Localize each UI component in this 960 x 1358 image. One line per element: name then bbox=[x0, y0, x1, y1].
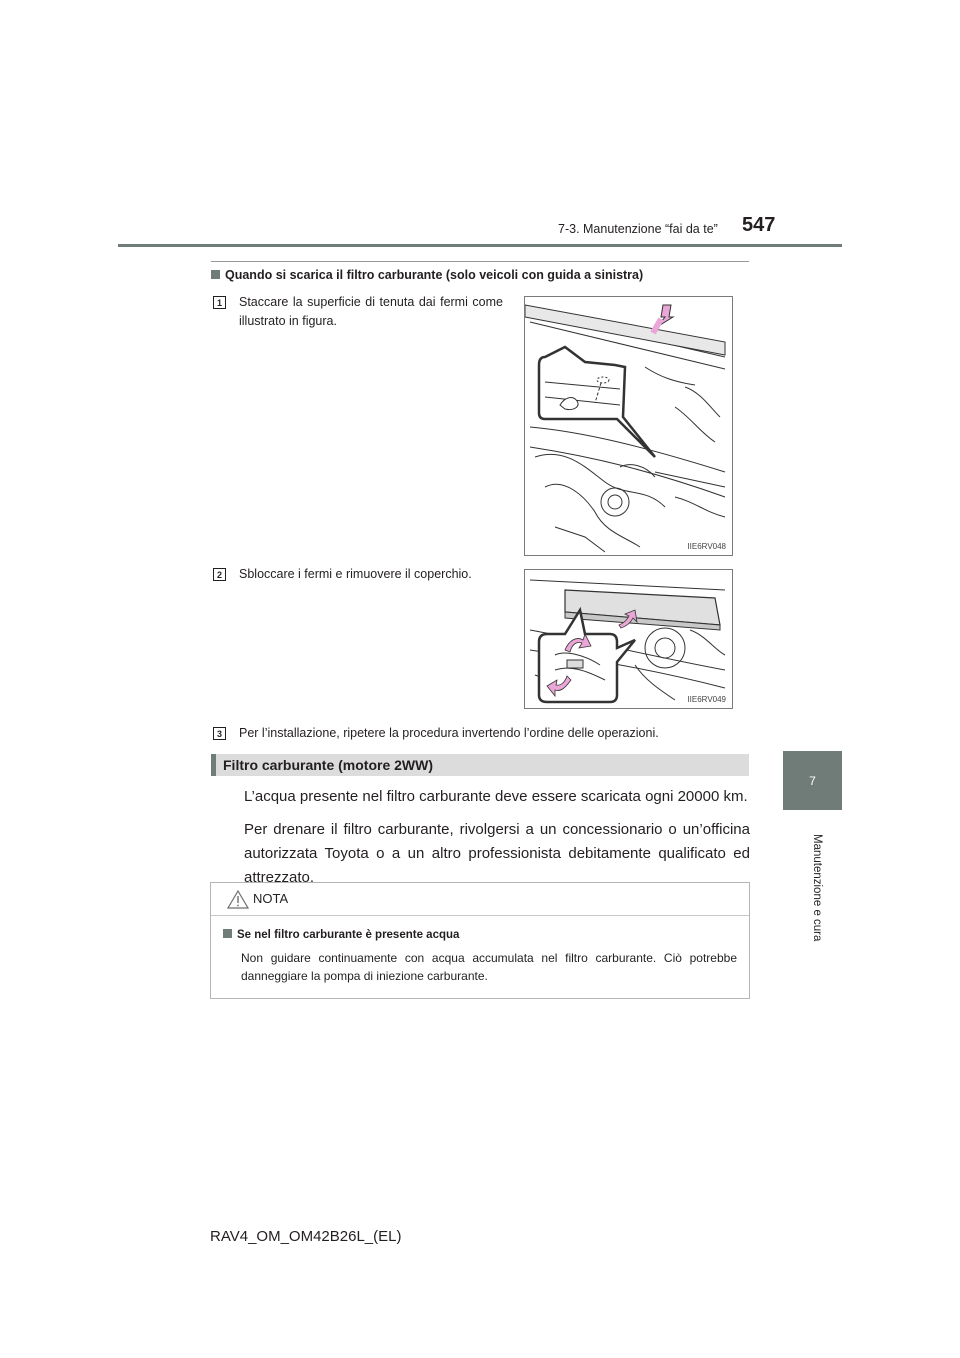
note-subheading bbox=[223, 929, 459, 941]
footer-document-code: RAV4_OM_OM42B26L_(EL) bbox=[210, 1228, 402, 1245]
bullet-square-icon bbox=[223, 929, 232, 938]
drain-heading bbox=[211, 268, 643, 282]
section-divider bbox=[211, 261, 749, 262]
page-number: 547 bbox=[742, 214, 776, 236]
figure-step-1 bbox=[524, 296, 733, 556]
fuel-filter-paragraph-1: L’acqua presente nel filtro carburante deve essere scaricata ogni 20000 km. bbox=[244, 788, 748, 805]
figure-2-code: IIE6RV049 bbox=[687, 695, 726, 704]
header-rule bbox=[118, 244, 842, 247]
step-1-text: Staccare la superficie di tenuta dai fermi come illustrato in figura. bbox=[239, 295, 503, 328]
step-3-badge: 3 bbox=[213, 727, 226, 740]
figure-1-code: IIE6RV048 bbox=[687, 542, 726, 551]
fuel-filter-paragraph-2: Per drenare il filtro carburante, rivolgersi a un concessionario o un’officina autorizzata Toyota o a un altro professionista debitamente qualificato ed attrezzato. bbox=[244, 821, 750, 886]
drain-heading-text: Quando si scarica il filtro carburante (solo veicoli con guida a sinistra) bbox=[225, 268, 644, 282]
engine-cover-seal-illustration bbox=[525, 297, 732, 555]
figure-step-2 bbox=[524, 569, 733, 709]
header-section-title: 7-3. Manutenzione “fai da te” bbox=[558, 222, 718, 236]
chapter-tab bbox=[783, 751, 842, 810]
section-accent bbox=[211, 754, 216, 776]
chapter-label: Manutenzione e cura bbox=[811, 834, 823, 942]
step-2-badge: 2 bbox=[213, 568, 226, 581]
note-title: NOTA bbox=[253, 891, 289, 906]
note-header bbox=[211, 883, 749, 916]
step-2-text: Sbloccare i fermi e rimuovere il coperchio. bbox=[239, 567, 472, 581]
fuel-filter-section-header bbox=[211, 754, 749, 776]
cover-removal-illustration bbox=[525, 570, 732, 708]
step-3-text: Per l’installazione, ripetere la procedura invertendo l’ordine delle operazioni. bbox=[239, 726, 659, 740]
bullet-square-icon bbox=[211, 270, 220, 279]
note-subheading-text: Se nel filtro carburante è presente acqua bbox=[237, 929, 460, 941]
step-1-badge: 1 bbox=[213, 296, 226, 309]
note-box bbox=[210, 882, 750, 999]
note-body: Non guidare continuamente con acqua accumulata nel filtro carburante. Ciò potrebbe danneggiare la pompa di iniezione carburante. bbox=[241, 951, 737, 983]
fuel-filter-section-title: Filtro carburante (motore 2WW) bbox=[223, 757, 434, 773]
warning-triangle-icon bbox=[227, 890, 249, 909]
chapter-number: 7 bbox=[809, 773, 816, 788]
